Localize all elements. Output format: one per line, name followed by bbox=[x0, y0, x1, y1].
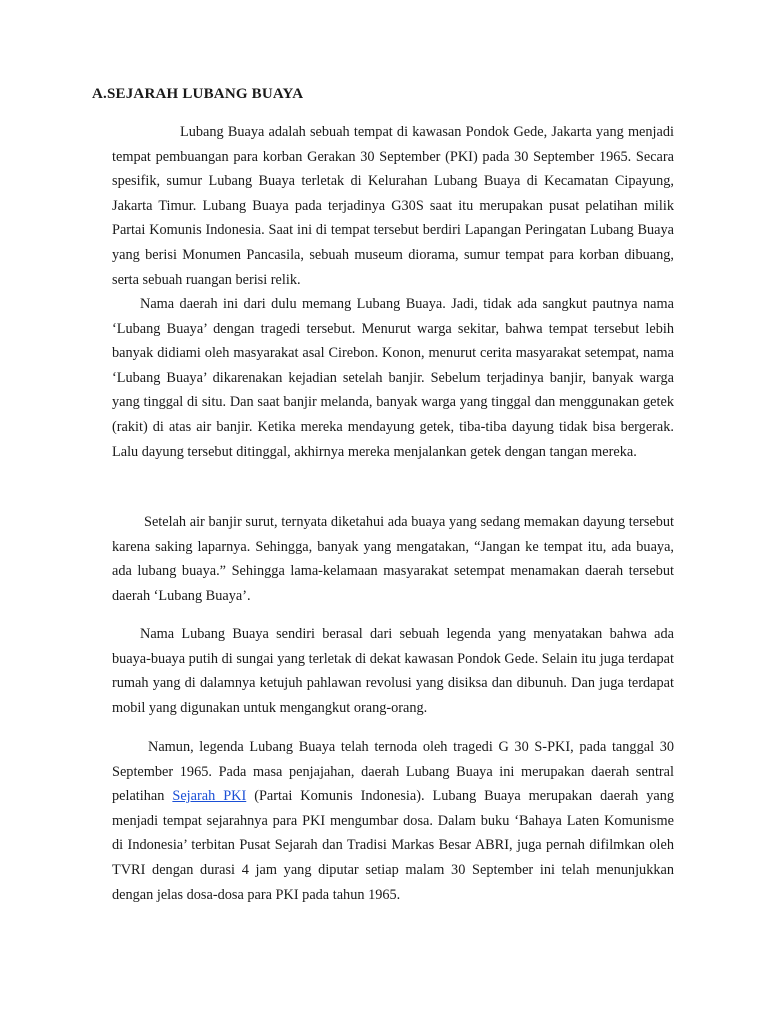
sejarah-pki-link[interactable]: Sejarah PKI bbox=[172, 788, 247, 805]
paragraph-5-text-after: (Partai Komunis Indonesia). Lubang Buaya merupakan daerah yang menjadi tempat sejarahnya para PKI mengumbar dosa. Dalam buku ‘Bahaya Laten Komunisme di Indonesia’ terbitan Pusat Sejarah dan Tradisi Markas Besar ABRI, juga pernah difilmkan oleh TVRI dengan durasi 4 jam yang diputar setiap malam 30 September ini telah menunjukkan dengan jelas dosa-dosa para PKI pada tahun 1965. bbox=[112, 788, 674, 903]
paragraph-4: Nama Lubang Buaya sendiri berasal dari sebuah legenda yang menyatakan bahwa ada buaya-buaya putih di sungai yang terletak di dekat kawasan Pondok Gede. Selain itu juga terdapat rumah yang di dalamnya ketujuh pahlawan revolusi yang disiksa dan dibunuh. Dan juga terdapat mobil yang digunakan untuk mengangkut orang-orang. bbox=[112, 626, 674, 716]
paragraph-3: Setelah air banjir surut, ternyata diketahui ada buaya yang sedang memakan dayung tersebut karena saking laparnya. Sehingga, banyak yang mengatakan, “Jangan ke tempat itu, ada buaya, ada lubang buaya.” Sehingga lama-kelamaan masyarakat setempat menamakan daerah tersebut daerah ‘Lubang Buaya’. bbox=[112, 514, 674, 604]
paragraph-5 bbox=[112, 735, 674, 907]
paragraph-5-text-before: Namun, legenda Lubang Buaya telah ternoda oleh tragedi G 30 S-PKI, pada tanggal 30 September 1965. Pada masa penjajahan, daerah Lubang Buaya ini merupakan daerah sentral pelatihan bbox=[112, 739, 674, 805]
paragraph-2: Nama daerah ini dari dulu memang Lubang Buaya. Jadi, tidak ada sangkut pautnya nama ‘Lubang Buaya’ dengan tragedi tersebut. Menurut warga sekitar, bahwa tempat tersebut lebih banyak didiami oleh masyarakat asal Cirebon. Konon, menurut cerita masyarakat setempat, nama ‘Lubang Buaya’ dikarenakan kejadian setelah banjir. Sebelum terjadinya banjir, banyak warga yang tinggal di situ. Dan saat banjir melanda, banyak warga yang tinggal dan menggunakan getek (rakit) di atas air banjir. Ketika mereka mendayung getek, tiba-tiba dayung tidak bisa bergerak. Lalu dayung tersebut ditinggal, akhirnya mereka menjalankan getek dengan tangan mereka. bbox=[112, 296, 674, 460]
paragraph-1: Lubang Buaya adalah sebuah tempat di kawasan Pondok Gede, Jakarta yang menjadi tempat pembuangan para korban Gerakan 30 September (PKI) pada 30 September 1965. Secara spesifik, sumur Lubang Buaya terletak di Kelurahan Lubang Buaya di Kecamatan Cipayung, Jakarta Timur. Lubang Buaya pada terjadinya G30S saat itu merupakan pusat pelatihan milik Partai Komunis Indonesia. Saat ini di tempat tersebut berdiri Lapangan Peringatan Lubang Buaya yang berisi Monumen Pancasila, sebuah museum diorama, sumur tempat para korban dibuang, serta sebuah ruangan berisi relik. bbox=[112, 124, 674, 288]
section-heading: A.SEJARAH LUBANG BUAYA bbox=[92, 86, 304, 102]
